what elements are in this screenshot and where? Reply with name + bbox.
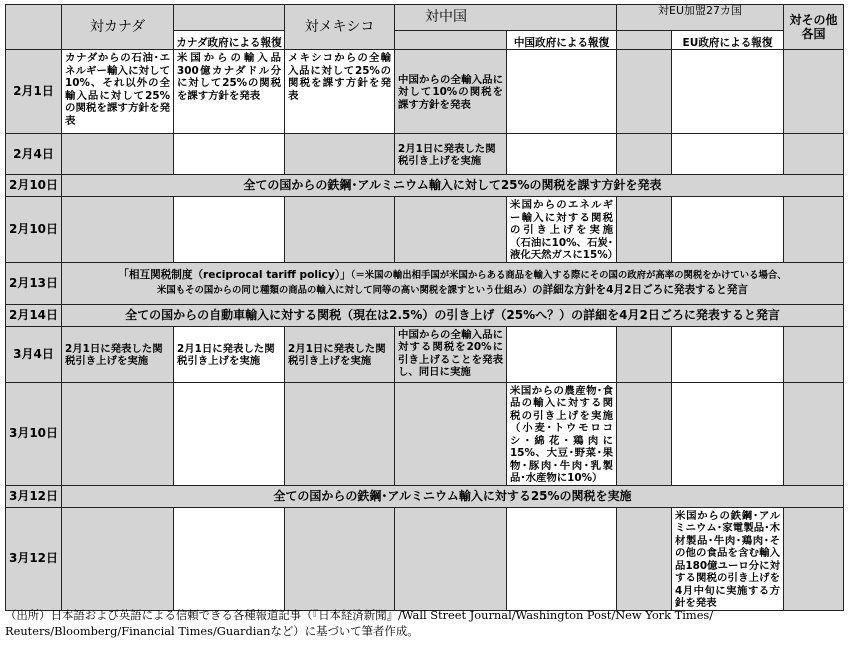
header-canada: 対カナダ bbox=[62, 5, 174, 50]
cell-empty bbox=[174, 382, 285, 485]
row-date: 2月13日 bbox=[6, 262, 62, 304]
cell-empty bbox=[62, 507, 174, 610]
cell-canada: カナダからの石油･エネルギー輸入に対して10%、それ以外の全輸入品に対して25%の関税を課す方針を発表 bbox=[62, 50, 174, 134]
header-other-countries bbox=[784, 5, 844, 50]
header-china-gov: 中国政府による報復 bbox=[507, 31, 617, 50]
cell-empty bbox=[672, 134, 784, 175]
cell-empty bbox=[62, 197, 174, 263]
header-other-line2: 各国 bbox=[801, 27, 826, 41]
cell-empty bbox=[174, 507, 285, 610]
cell-mexico: メキシコからの全輸入品に対して25%の関税を課す方針を発表 bbox=[285, 50, 395, 134]
cell-empty bbox=[784, 197, 844, 263]
reciprocal-tariff-announcement bbox=[62, 262, 844, 304]
cell-empty bbox=[784, 50, 844, 134]
header-eu-gov: EU政府による報復 bbox=[672, 31, 784, 50]
cell-empty bbox=[395, 382, 507, 485]
cell-empty bbox=[617, 507, 672, 610]
cell-empty bbox=[395, 507, 507, 610]
row-date: 2月10日 bbox=[6, 175, 62, 197]
cell-empty bbox=[395, 197, 507, 263]
cell-empty bbox=[617, 50, 672, 134]
header-canada-gov: カナダ政府による報復 bbox=[174, 31, 285, 50]
reciprocal-line2-note: 米国もその国からの同じ種類の商品の輸入に対して同等の高い関税を課すという仕組み） bbox=[156, 285, 532, 296]
spanning-announcement: 全ての国からの鉄鋼･アルミニウム輸入に対して25%の関税を課す方針を発表 bbox=[62, 175, 844, 197]
cell-empty bbox=[784, 326, 844, 382]
cell-canada-gov: 2月1日に発表した関税引き上げを実施 bbox=[174, 326, 285, 382]
row-date: 3月12日 bbox=[6, 507, 62, 610]
cell-empty bbox=[617, 197, 672, 263]
header-other-line1: 対その他 bbox=[789, 13, 838, 27]
header-eu: 対EU加盟27カ国 bbox=[617, 5, 784, 31]
reciprocal-line2-main: の詳細な方針を4月2日ごろに発表すると発言 bbox=[531, 284, 749, 296]
cell-empty bbox=[507, 326, 617, 382]
cell-empty bbox=[285, 134, 395, 175]
cell-empty bbox=[617, 382, 672, 485]
cell-china: 中国からの全輸入品に対して10%の関税を課す方針を発表 bbox=[395, 50, 507, 134]
reciprocal-line1-note: （＝米国の輸出相手国が米国からある商品を輸入する際にその国の政府が高率の関税をかけている場合、 bbox=[350, 270, 787, 281]
cell-empty bbox=[174, 134, 285, 175]
auto-tariff-announcement: 全ての国からの自動車輸入に対する関税（現在は2.5%）の引き上げ（25%へ？）の詳細を4月2日ごろに発表すると発言 bbox=[62, 304, 844, 326]
cell-empty bbox=[62, 382, 174, 485]
header-blank-cell bbox=[174, 5, 285, 31]
cell-empty bbox=[784, 134, 844, 175]
cell-empty bbox=[672, 197, 784, 263]
cell-empty bbox=[285, 382, 395, 485]
cell-empty bbox=[507, 507, 617, 610]
header-mexico: 対メキシコ bbox=[285, 5, 395, 50]
cell-empty bbox=[784, 507, 844, 610]
reciprocal-line1-main: 「相互関税制度（reciprocal tariff policy）」 bbox=[118, 269, 351, 281]
cell-empty bbox=[507, 50, 617, 134]
row-date: 3月4日 bbox=[6, 326, 62, 382]
source-line2: Reuters/Bloomberg/Financial Times/Guardianなど）に基づいて筆者作成。 bbox=[5, 624, 419, 638]
cell-empty bbox=[672, 382, 784, 485]
cell-empty bbox=[672, 50, 784, 134]
cell-empty bbox=[617, 326, 672, 382]
row-date: 2月14日 bbox=[6, 304, 62, 326]
cell-empty bbox=[285, 197, 395, 263]
cell-empty bbox=[507, 134, 617, 175]
header-blank-cell bbox=[395, 31, 507, 50]
header-blank-cell bbox=[617, 31, 672, 50]
source-note bbox=[5, 607, 845, 639]
cell-china-gov: 米国からの農産物･食品の輸入に対する関税の引き上げを実施（小麦･トウモロコシ･綿花･鶏肉に15%、大豆･野菜･果物･豚肉･牛肉･乳製品･水産物に10%） bbox=[507, 382, 617, 485]
row-date: 2月1日 bbox=[6, 50, 62, 134]
row-date: 2月10日 bbox=[6, 197, 62, 263]
cell-empty bbox=[784, 382, 844, 485]
cell-eu-gov: 米国からの鉄鋼･アルミニウム･家電製品･木材製品･牛肉･鶏肉･その他の食品を含む輸入品180億ユーロ分に対する関税の引き上げを4月中旬に実施する方針を発表 bbox=[672, 507, 784, 610]
cell-china: 2月1日に発表した関税引き上げを実施 bbox=[395, 134, 507, 175]
steel-aluminum-implementation: 全ての国からの鉄鋼･アルミニウム輸入に対する25%の関税を実施 bbox=[62, 485, 844, 507]
cell-empty bbox=[617, 134, 672, 175]
cell-empty bbox=[174, 197, 285, 263]
cell-canada-gov: 米国からの輸入品300億カナダドル分に対して25%の関税を課す方針を発表 bbox=[174, 50, 285, 134]
cell-empty bbox=[672, 326, 784, 382]
cell-canada: 2月1日に発表した関税引き上げを実施 bbox=[62, 326, 174, 382]
row-date: 3月12日 bbox=[6, 485, 62, 507]
cell-mexico: 2月1日に発表した関税引き上げを実施 bbox=[285, 326, 395, 382]
header-china: 対中国 bbox=[395, 5, 617, 31]
tariff-timeline-table bbox=[5, 4, 844, 611]
cell-empty bbox=[285, 507, 395, 610]
row-date: 3月10日 bbox=[6, 382, 62, 485]
row-date: 2月4日 bbox=[6, 134, 62, 175]
source-line1: （出所）日本語および英語による信頼できる各種報道記事（『日本経済新聞』/Wall Street Journal/Washington Post/New York Times/ bbox=[5, 608, 714, 622]
cell-empty bbox=[62, 134, 174, 175]
cell-china: 中国からの全輸入品に対する関税を20%に引き上げることを発表し、同日に実施 bbox=[395, 326, 507, 382]
corner-header-cell bbox=[6, 5, 62, 50]
cell-china-gov: 米国からのエネルギー輸入に対する関税の引き上げを実施（石油に10%、石炭･液化天然ガスに15%） bbox=[507, 197, 617, 263]
